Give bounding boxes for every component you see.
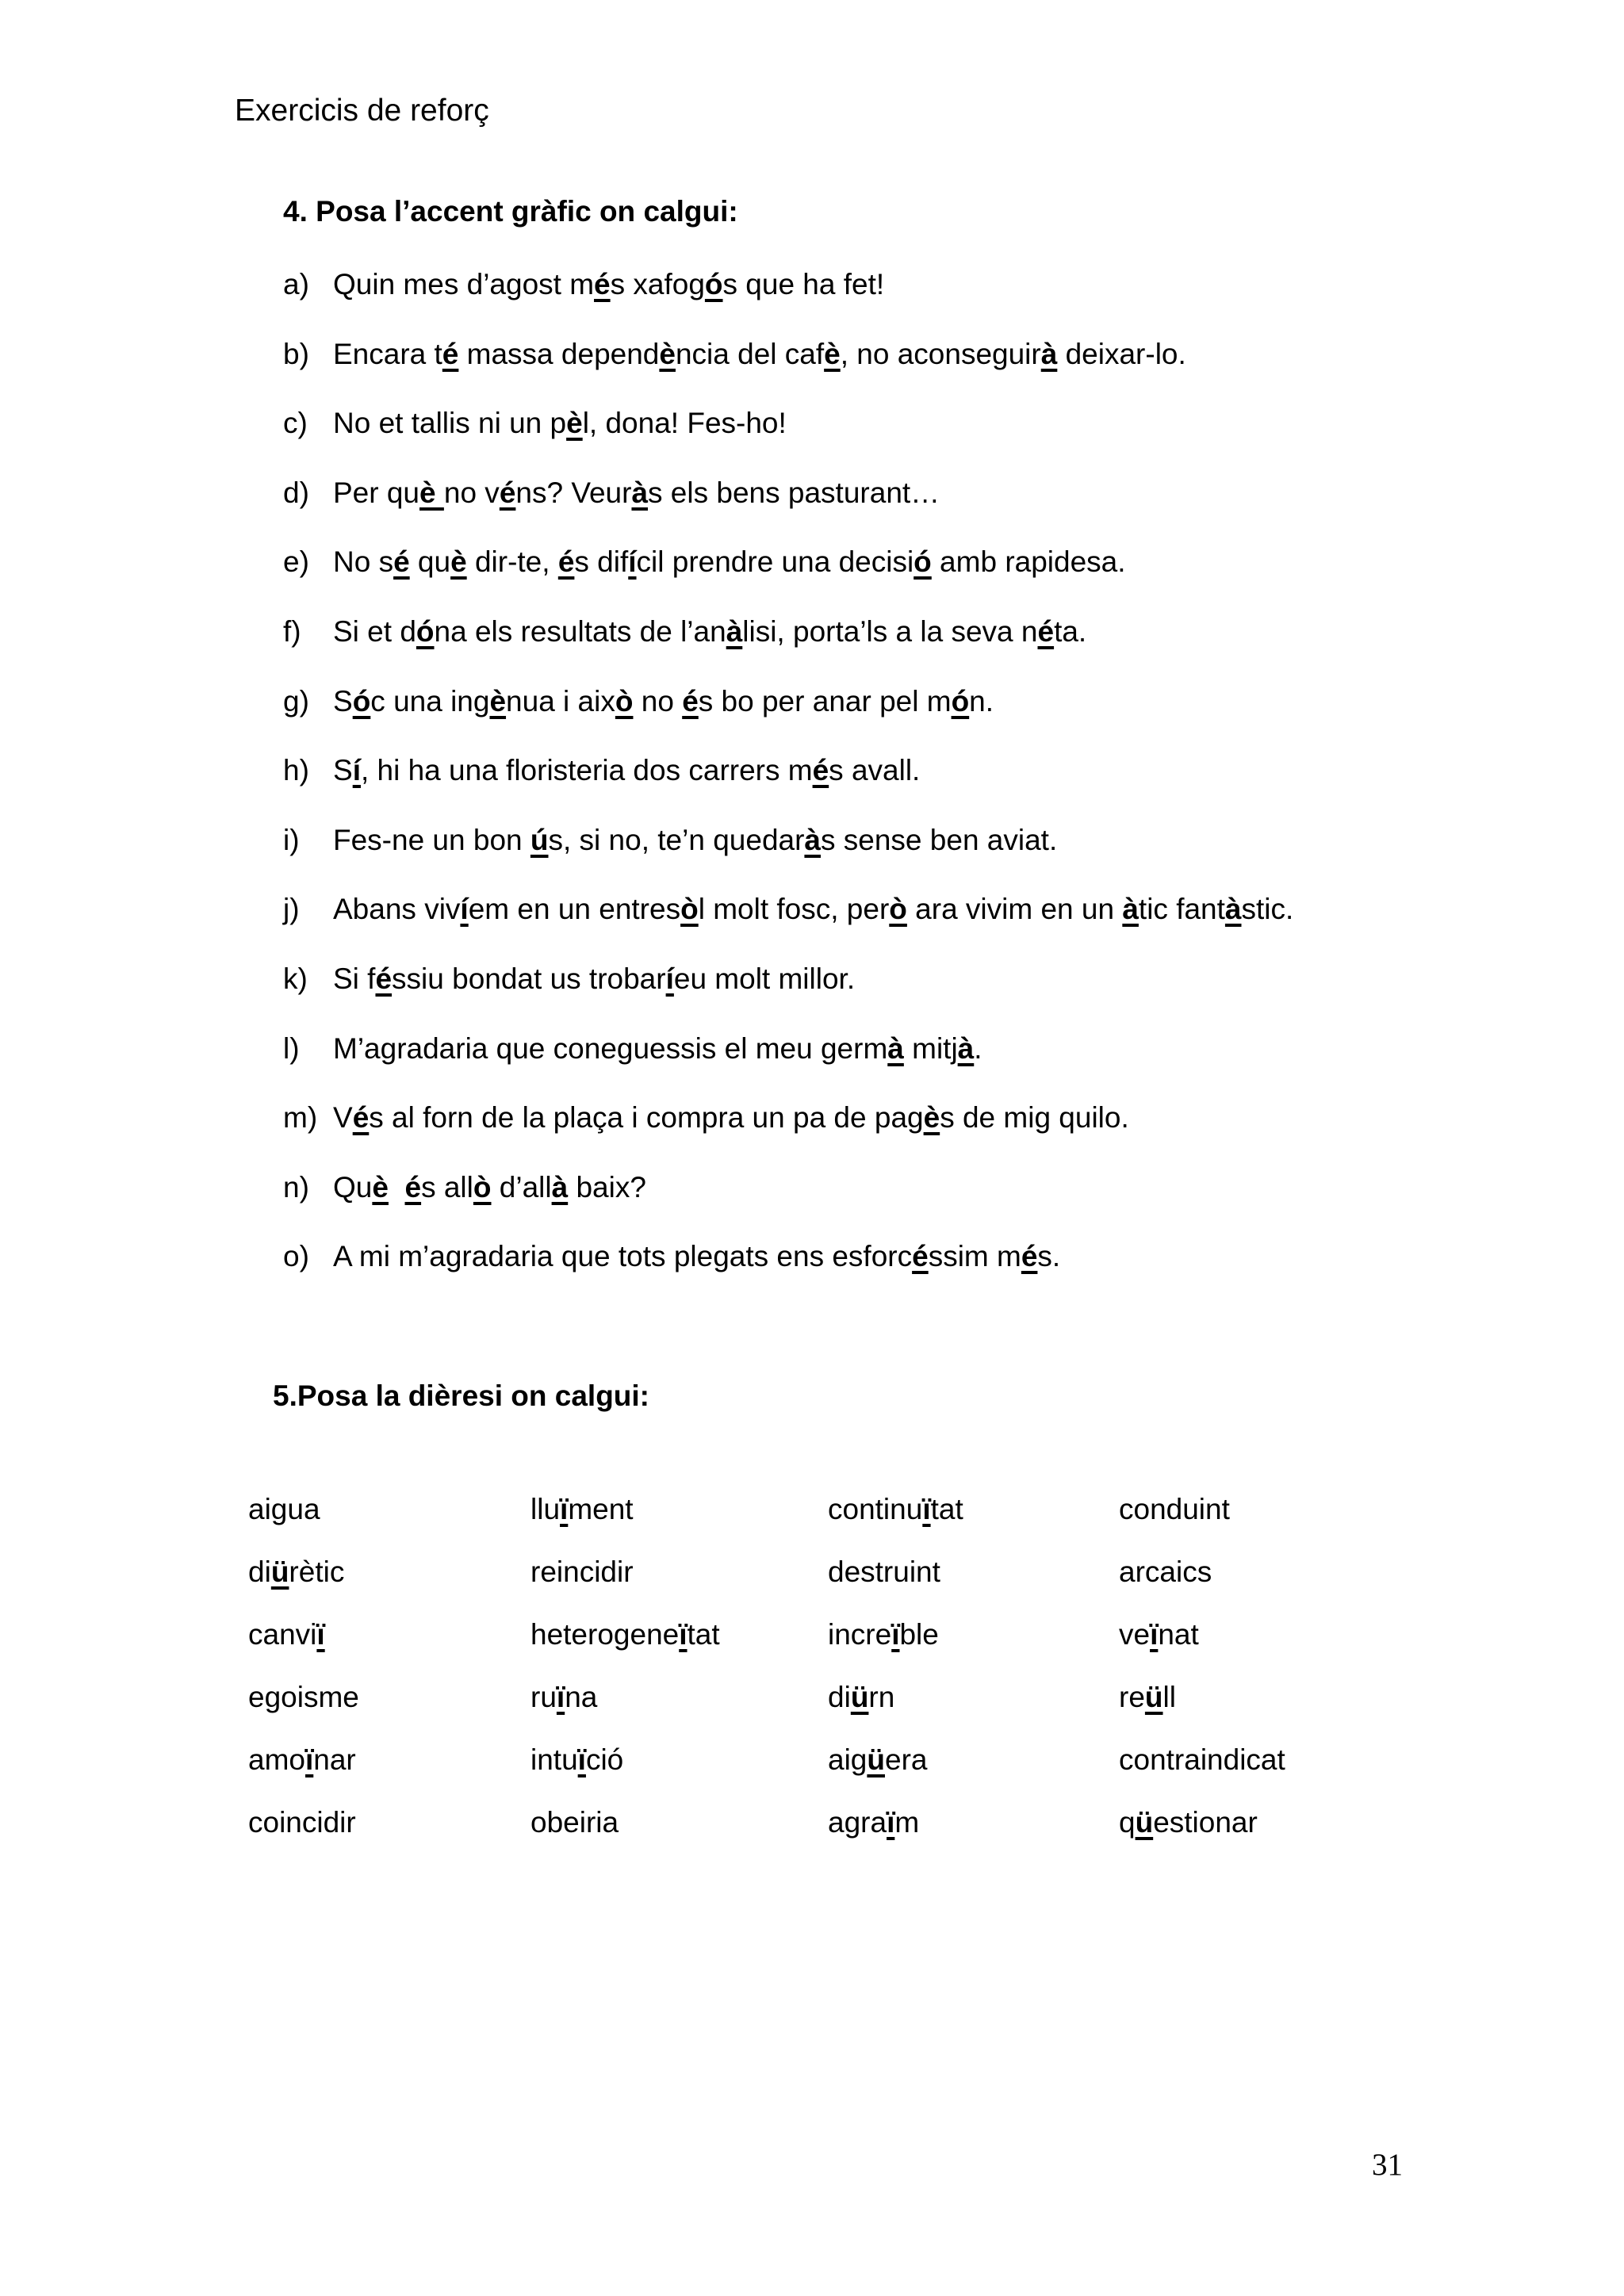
text-segment: No et tallis ni un p	[333, 407, 567, 440]
text-segment: , no aconseguir	[840, 337, 1041, 370]
item-sentence	[333, 754, 920, 786]
marked-letter: í	[628, 545, 637, 579]
text-segment: n.	[969, 684, 994, 718]
item-letter: c)	[283, 407, 308, 440]
item-letter: k)	[283, 962, 308, 995]
marked-letter: ó	[914, 545, 932, 579]
text-segment: Abans viv	[333, 893, 461, 926]
item-letter: g)	[283, 684, 309, 718]
text-segment: M’agradaria que coneguessis el meu germ	[333, 1031, 888, 1065]
exercise-item	[283, 266, 884, 303]
text-segment: S	[333, 684, 353, 718]
word-cell	[828, 1617, 939, 1653]
marked-letter: ü	[850, 1681, 869, 1713]
marked-letter: ó	[416, 615, 435, 648]
text-segment: arcaics	[1119, 1556, 1212, 1588]
marked-letter: à	[887, 1031, 904, 1065]
marked-letter: ú	[530, 823, 549, 856]
section-5-title: 5.Posa la dièresi on calgui:	[273, 1380, 650, 1412]
text-segment: cil prendre una decisi	[636, 545, 914, 579]
marked-letter: í	[352, 754, 361, 787]
page-header: Exercicis de reforç	[235, 94, 489, 128]
text-segment: canvi	[248, 1618, 317, 1651]
marked-letter: ü	[867, 1743, 885, 1776]
marked-letter: ï	[922, 1493, 931, 1525]
item-sentence	[333, 1101, 1129, 1134]
marked-letter: ï	[891, 1618, 900, 1651]
text-segment: ara vivim en un	[906, 893, 1123, 926]
marked-letter: í	[460, 893, 469, 926]
marked-letter: è	[489, 684, 507, 718]
text-segment: rn	[868, 1681, 895, 1713]
marked-letter: ï	[1150, 1618, 1159, 1651]
item-letter: n)	[283, 1170, 309, 1203]
word-cell	[248, 1554, 344, 1590]
marked-letter: è	[372, 1170, 389, 1203]
marked-letter: à	[551, 1170, 569, 1203]
marked-letter: é	[1037, 615, 1055, 648]
word-cell	[1119, 1554, 1212, 1590]
exercise-item	[283, 1031, 982, 1067]
text-segment: no v	[443, 476, 500, 509]
text-segment: amo	[248, 1743, 305, 1776]
marked-letter: ò	[473, 1170, 492, 1203]
marked-letter: è	[450, 545, 467, 579]
text-segment: nat	[1158, 1618, 1199, 1651]
word-cell	[248, 1617, 325, 1653]
text-segment: intu	[530, 1743, 578, 1776]
marked-letter: ò	[680, 893, 699, 926]
item-sentence	[333, 1032, 982, 1065]
item-sentence	[333, 685, 994, 718]
text-segment: ve	[1119, 1618, 1151, 1651]
text-segment: estionar	[1153, 1806, 1258, 1839]
marked-letter: è	[566, 407, 583, 440]
marked-letter: ï	[304, 1743, 314, 1776]
text-segment: Si et d	[333, 615, 416, 648]
text-segment: re	[1119, 1681, 1145, 1713]
section-4-title: 4. Posa l’accent gràfic on calgui:	[283, 195, 738, 228]
text-segment: No s	[333, 545, 394, 579]
item-letter: e)	[283, 545, 309, 579]
text-segment: c una ing	[370, 684, 490, 718]
text-segment: nua i aix	[506, 684, 615, 718]
text-segment: A mi m’agradaria que tots plegats ens esforc	[333, 1240, 913, 1273]
exercise-item	[283, 1169, 646, 1206]
text-segment: s de mig quilo.	[940, 1101, 1129, 1135]
item-sentence	[333, 615, 1086, 648]
text-segment: s.	[1037, 1240, 1061, 1273]
marked-letter: é	[594, 268, 611, 300]
word-cell	[1119, 1742, 1285, 1778]
text-segment: s bo per anar pel m	[698, 684, 952, 718]
marked-letter: é	[404, 1170, 422, 1203]
text-segment: ció	[585, 1743, 624, 1776]
marked-letter: è	[419, 476, 444, 509]
text-segment: lisi, porta’ls a la seva n	[742, 615, 1038, 648]
text-segment: di	[828, 1681, 851, 1713]
text-segment: s al forn de la plaça i compra un pa de pag	[369, 1101, 924, 1135]
text-segment: agra	[828, 1806, 887, 1839]
text-segment: egoisme	[248, 1681, 359, 1713]
marked-letter: ï	[556, 1681, 565, 1713]
marked-letter: ï	[560, 1493, 569, 1525]
text-segment: aig	[828, 1743, 868, 1776]
text-segment: Fes-ne un bon	[333, 823, 530, 856]
text-segment: ncia del caf	[675, 337, 825, 370]
word-cell	[248, 1679, 359, 1716]
word-cell	[828, 1679, 894, 1716]
text-segment: Quin mes d’agost m	[333, 268, 595, 300]
exercise-item	[283, 1100, 1129, 1136]
text-segment: Si f	[333, 962, 376, 995]
item-sentence	[333, 268, 884, 300]
marked-letter: è	[824, 337, 841, 370]
marked-letter: ï	[316, 1618, 325, 1651]
exercise-item	[283, 683, 994, 720]
marked-letter: é	[557, 545, 575, 579]
text-segment: eu molt millor.	[673, 962, 856, 995]
marked-letter: à	[631, 476, 649, 509]
marked-letter: é	[1021, 1240, 1038, 1273]
text-segment: incre	[828, 1618, 892, 1651]
word-cell	[248, 1742, 356, 1778]
marked-letter: é	[912, 1240, 929, 1273]
item-sentence	[333, 962, 855, 995]
marked-letter: ó	[951, 684, 970, 718]
text-segment: na	[565, 1681, 598, 1713]
item-sentence	[333, 1171, 646, 1203]
item-sentence	[333, 824, 1057, 856]
text-segment: s els bens pasturant…	[648, 476, 940, 509]
marked-letter: à	[1122, 893, 1139, 926]
marked-letter: ï	[577, 1743, 586, 1776]
text-segment: stic.	[1241, 893, 1294, 926]
word-cell	[828, 1804, 919, 1841]
item-sentence	[333, 476, 940, 509]
text-segment: s que ha fet!	[722, 268, 885, 300]
text-segment: nar	[313, 1743, 356, 1776]
word-cell	[1119, 1804, 1258, 1841]
text-segment: rètic	[289, 1556, 345, 1588]
marked-letter: ï	[887, 1806, 895, 1839]
item-letter: h)	[283, 754, 309, 787]
word-cell	[1119, 1679, 1176, 1716]
marked-letter: ò	[889, 893, 907, 926]
marked-letter: í	[665, 962, 674, 995]
text-segment: S	[333, 754, 353, 787]
text-segment: no	[633, 684, 683, 718]
text-segment: ns? Veur	[515, 476, 632, 509]
exercise-item	[283, 475, 940, 511]
marked-letter: ü	[270, 1556, 289, 1588]
marked-letter: é	[499, 476, 516, 509]
text-segment: baix?	[568, 1170, 646, 1203]
text-segment: s avall.	[829, 754, 921, 787]
text-segment: tat	[687, 1618, 720, 1651]
item-letter: f)	[283, 615, 301, 648]
text-segment: s sense ben aviat.	[821, 823, 1058, 856]
marked-letter: à	[804, 823, 821, 856]
text-segment: ssiu bondat us trobar	[392, 962, 666, 995]
word-cell	[530, 1679, 597, 1716]
marked-letter: ï	[679, 1618, 688, 1651]
item-sentence	[333, 545, 1126, 578]
text-segment: s xafog	[610, 268, 705, 300]
marked-letter: ò	[615, 684, 634, 718]
text-segment: dir-te,	[466, 545, 558, 579]
word-cell	[828, 1491, 963, 1528]
word-cell	[248, 1491, 320, 1528]
item-letter: l)	[283, 1031, 300, 1065]
word-cell	[530, 1742, 623, 1778]
word-cell	[828, 1742, 927, 1778]
text-segment: ru	[530, 1681, 557, 1713]
text-segment: l, dona! Fes-ho!	[582, 407, 787, 440]
item-letter: j)	[283, 893, 300, 926]
text-segment: d’all	[491, 1170, 552, 1203]
word-cell	[248, 1804, 356, 1841]
marked-letter: ü	[1135, 1806, 1154, 1839]
marked-letter: é	[375, 962, 393, 995]
text-segment: tic fant	[1138, 893, 1225, 926]
marked-letter: à	[1224, 893, 1242, 926]
marked-letter: é	[442, 337, 459, 370]
marked-letter: é	[682, 684, 699, 718]
item-letter: a)	[283, 268, 309, 300]
text-segment	[389, 1171, 405, 1203]
item-letter: d)	[283, 476, 309, 509]
text-segment: na els resultats de l’an	[434, 615, 726, 648]
item-letter: o)	[283, 1240, 309, 1273]
text-segment: s all	[421, 1170, 473, 1203]
item-sentence	[333, 893, 1293, 925]
word-cell	[1119, 1617, 1199, 1653]
text-segment: era	[885, 1743, 928, 1776]
item-letter: i)	[283, 823, 300, 856]
text-segment: ta.	[1054, 615, 1087, 648]
marked-letter: ü	[1144, 1681, 1163, 1713]
marked-letter: à	[957, 1031, 975, 1065]
item-sentence	[333, 1240, 1060, 1272]
marked-letter: ó	[352, 684, 371, 718]
text-segment: massa depend	[458, 337, 660, 370]
exercise-item	[283, 961, 855, 997]
text-segment: di	[248, 1556, 271, 1588]
exercise-item	[283, 752, 920, 789]
text-segment: conduint	[1119, 1493, 1230, 1525]
text-segment: obeiria	[530, 1806, 619, 1839]
text-segment: .	[974, 1031, 982, 1065]
marked-letter: è	[923, 1101, 940, 1135]
page-number: 31	[1372, 2148, 1403, 2182]
marked-letter: à	[726, 615, 743, 648]
text-segment: s dif	[574, 545, 629, 579]
word-cell	[530, 1804, 619, 1841]
marked-letter: à	[1040, 337, 1058, 370]
text-segment: Qu	[333, 1170, 373, 1203]
text-segment: ble	[899, 1618, 939, 1651]
marked-letter: é	[393, 545, 410, 579]
text-segment: ment	[568, 1493, 634, 1525]
text-segment: continu	[828, 1493, 923, 1525]
exercise-item	[283, 614, 1086, 650]
text-segment: Encara t	[333, 337, 442, 370]
text-segment: aigua	[248, 1493, 320, 1525]
marked-letter: é	[352, 1101, 370, 1135]
text-segment: ssim m	[928, 1240, 1021, 1273]
text-segment: llu	[530, 1493, 561, 1525]
exercise-item	[283, 891, 1293, 928]
text-segment: l molt fosc, per	[698, 893, 890, 926]
exercise-item	[283, 336, 1186, 373]
text-segment: qu	[409, 545, 451, 579]
text-segment: coincidir	[248, 1806, 356, 1839]
text-segment: , hi ha una floristeria dos carrers m	[360, 754, 813, 787]
exercise-item	[283, 822, 1057, 859]
marked-letter: é	[812, 754, 829, 787]
text-segment: heterogene	[530, 1618, 680, 1651]
word-cell	[530, 1554, 634, 1590]
word-cell	[1119, 1491, 1230, 1528]
marked-letter: è	[659, 337, 676, 370]
text-segment: Per qu	[333, 476, 420, 509]
text-segment: mitj	[903, 1031, 958, 1065]
exercise-item	[283, 544, 1126, 580]
text-segment: q	[1119, 1806, 1136, 1839]
word-cell	[530, 1491, 634, 1528]
word-cell	[828, 1554, 940, 1590]
text-segment: em en un entres	[468, 893, 681, 926]
text-segment: deixar-lo.	[1057, 337, 1186, 370]
text-segment: s, si no, te’n quedar	[548, 823, 805, 856]
text-segment: m	[894, 1806, 920, 1839]
text-segment: ll	[1162, 1681, 1176, 1713]
item-sentence	[333, 407, 787, 439]
item-letter: b)	[283, 337, 309, 370]
text-segment: V	[333, 1101, 353, 1135]
text-segment: contraindicat	[1119, 1743, 1285, 1776]
text-segment: amb rapidesa.	[931, 545, 1126, 579]
exercise-item	[283, 1238, 1060, 1275]
item-sentence	[333, 338, 1186, 370]
text-segment: reincidir	[530, 1556, 634, 1588]
word-cell	[530, 1617, 720, 1653]
text-segment: destruint	[828, 1556, 940, 1588]
exercise-item	[283, 405, 787, 442]
marked-letter: ó	[704, 268, 723, 300]
item-letter: m)	[283, 1101, 318, 1135]
text-segment: tat	[930, 1493, 963, 1525]
